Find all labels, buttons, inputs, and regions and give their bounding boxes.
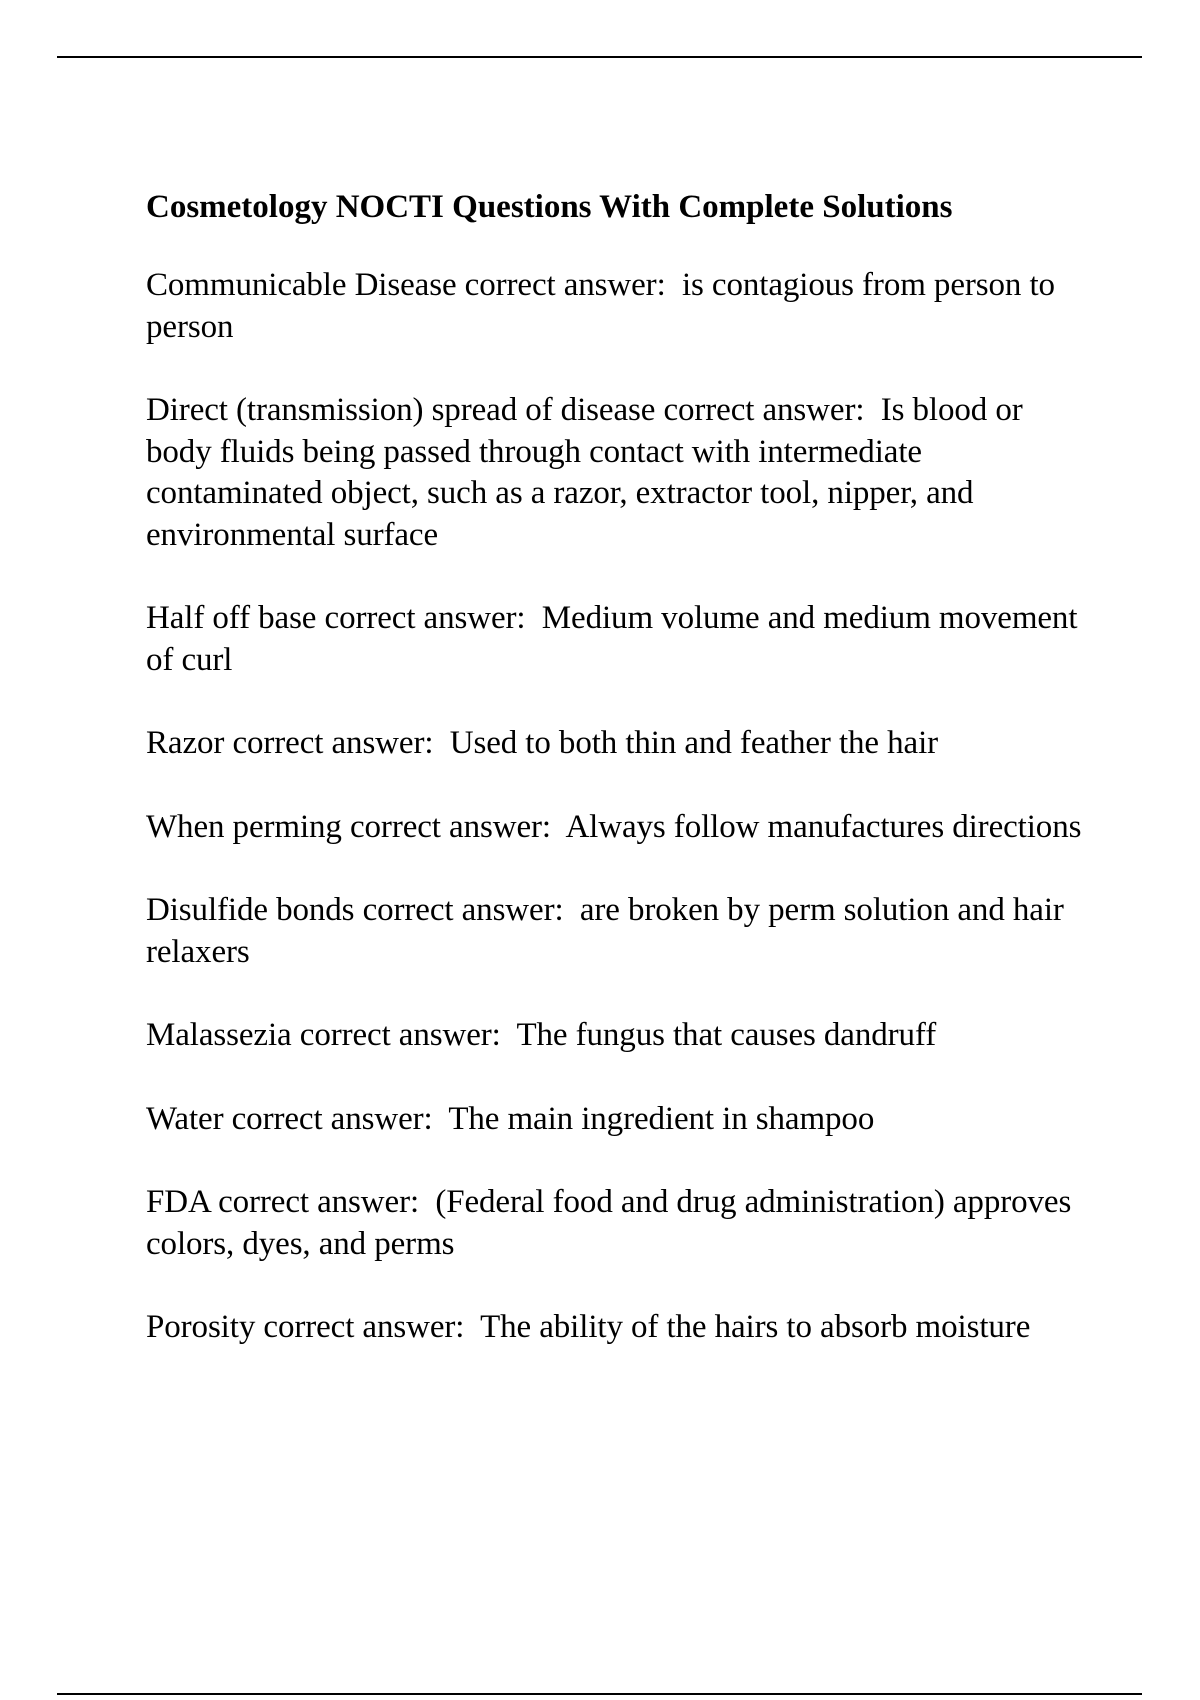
qa-term: Communicable Disease bbox=[146, 267, 457, 303]
qa-item bbox=[146, 807, 1086, 849]
qa-answer: The ability of the hairs to absorb moisture bbox=[480, 1309, 1031, 1345]
qa-answer: Used to both thin and feather the hair bbox=[449, 725, 939, 761]
qa-term: Disulfide bonds bbox=[146, 892, 355, 928]
qa-item bbox=[146, 1182, 1086, 1265]
qa-answer: Always follow manufactures directions bbox=[565, 808, 1082, 845]
qa-answer: are broken by perm solution and hair relaxers bbox=[146, 892, 1064, 970]
qa-term: When perming bbox=[146, 808, 342, 845]
qa-term: Porosity bbox=[146, 1309, 256, 1345]
qa-item bbox=[146, 1307, 1086, 1349]
qa-answer-marker: correct answer: bbox=[663, 392, 865, 428]
qa-term: Direct (transmission) spread of disease bbox=[146, 392, 656, 428]
qa-item bbox=[146, 723, 1086, 765]
qa-item bbox=[146, 390, 1086, 556]
qa-answer: (Federal food and drug administration) approves colors, dyes, and perms bbox=[146, 1184, 1072, 1262]
qa-answer-marker: correct answer: bbox=[464, 267, 666, 303]
bottom-rule bbox=[57, 1693, 1142, 1695]
qa-term: Water bbox=[146, 1100, 224, 1137]
document-body bbox=[146, 186, 1086, 1391]
document-title: Cosmetology NOCTI Questions With Complete Solutions bbox=[146, 189, 953, 225]
qa-term: FDA bbox=[146, 1184, 210, 1220]
qa-answer: The fungus that causes dandruff bbox=[516, 1017, 937, 1053]
qa-answer-marker: correct answer: bbox=[231, 1100, 433, 1137]
qa-answer-marker: correct answer: bbox=[263, 1309, 465, 1345]
qa-item bbox=[146, 890, 1086, 973]
top-rule bbox=[57, 56, 1142, 58]
qa-item bbox=[146, 1015, 1086, 1057]
qa-answer-marker: correct answer: bbox=[218, 1184, 420, 1220]
qa-answer: Medium volume and medium movement of curl bbox=[146, 600, 1078, 678]
qa-term: Half off base bbox=[146, 600, 317, 636]
qa-term: Razor bbox=[146, 725, 225, 761]
qa-answer-marker: correct answer: bbox=[232, 725, 434, 761]
qa-item bbox=[146, 598, 1086, 681]
qa-answer-marker: correct answer: bbox=[324, 600, 526, 636]
qa-answer: The main ingredient in shampoo bbox=[448, 1100, 875, 1137]
qa-answer-marker: correct answer: bbox=[299, 1017, 501, 1053]
qa-answer-marker: correct answer: bbox=[349, 808, 551, 845]
qa-answer: is contagious from person to person bbox=[146, 267, 1055, 345]
qa-answer-marker: correct answer: bbox=[362, 892, 564, 928]
qa-term: Malassezia bbox=[146, 1017, 292, 1053]
qa-item bbox=[146, 265, 1086, 348]
qa-list bbox=[146, 265, 1086, 1349]
qa-answer: Is blood or body fluids being passed through contact with intermediate contaminated object, such as a razor, extractor tool, nipper, and environmental surface bbox=[146, 392, 1023, 553]
qa-item bbox=[146, 1099, 1086, 1141]
